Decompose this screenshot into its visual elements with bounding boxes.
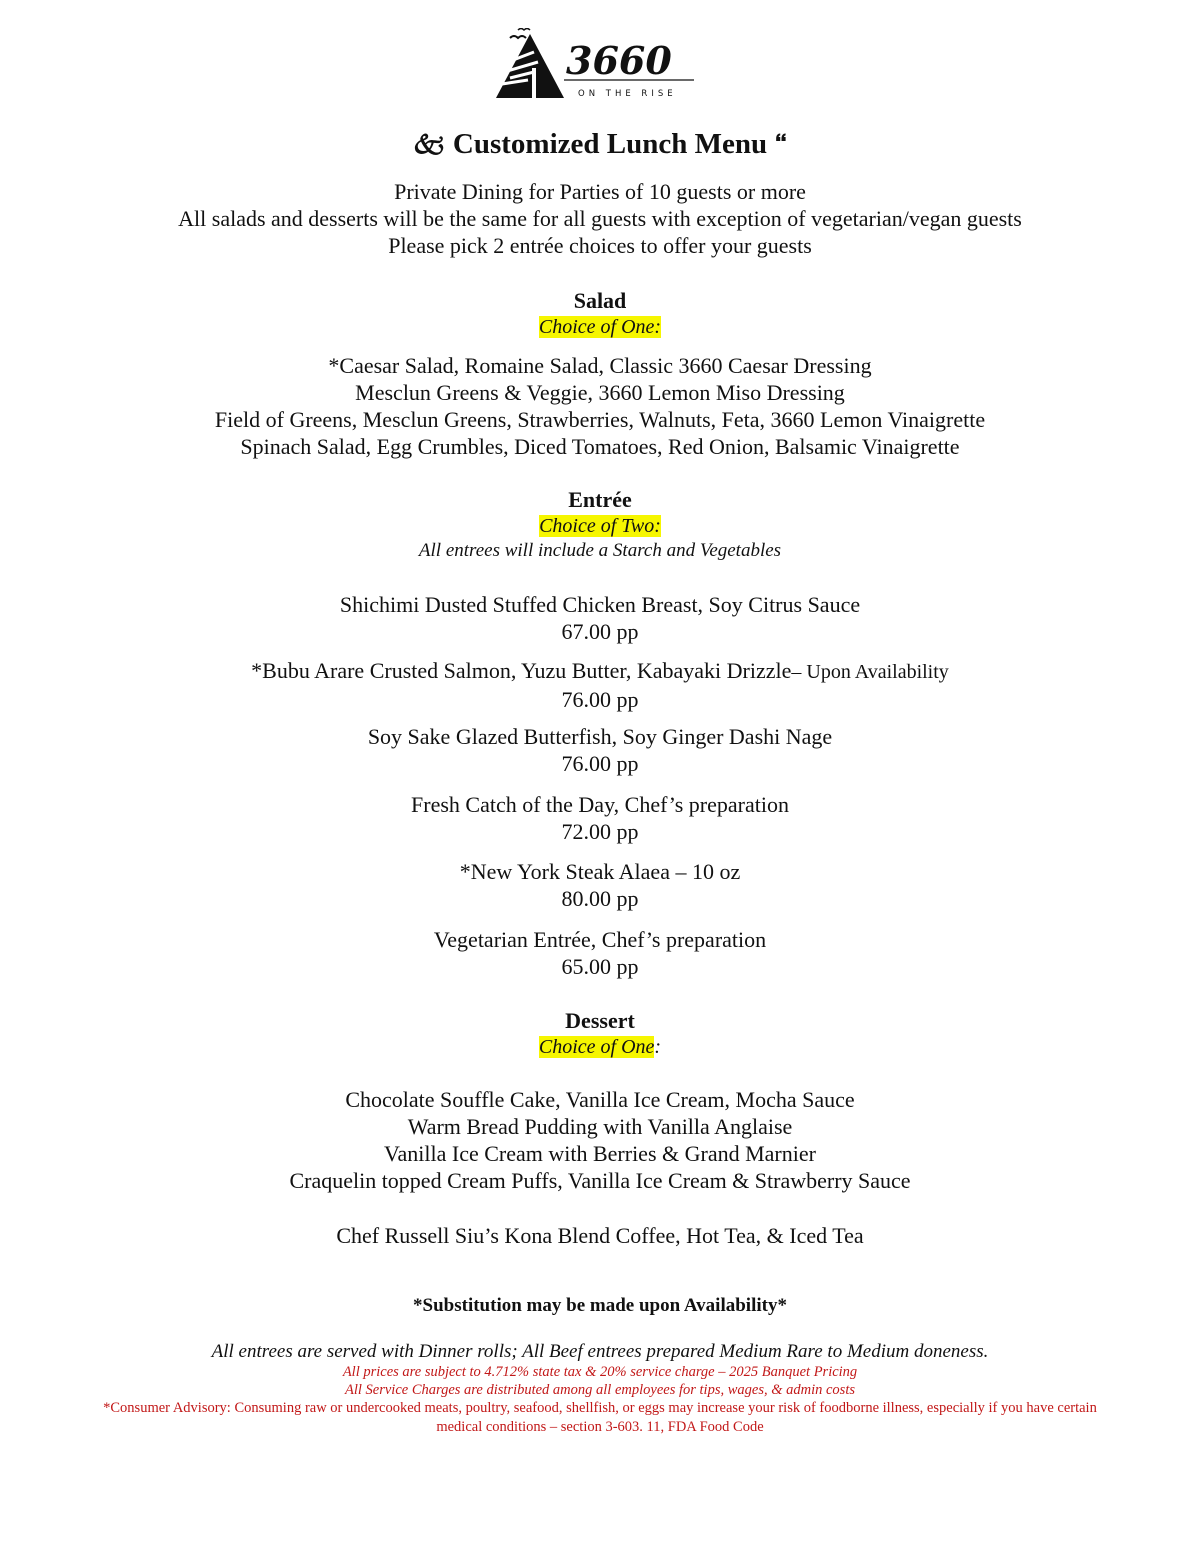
dessert-list (0, 1086, 1200, 1194)
svg-text:3660: 3660 (566, 38, 672, 83)
entree-item (0, 858, 1200, 912)
entree-availability-note: – Upon Availability (791, 661, 949, 683)
salad-item: Mesclun Greens & Veggie, 3660 Lemon Miso Dressing (355, 380, 845, 405)
substitution-note: *Substitution may be made upon Availability* (413, 1295, 787, 1316)
entree-name: Shichimi Dusted Stuffed Chicken Breast, Soy Citrus Sauce (339, 592, 861, 617)
entree-name: Vegetarian Entrée, Chef’s preparation (433, 927, 767, 952)
entree-choice-label: Choice of Two: (539, 515, 661, 537)
entree-item (0, 657, 1200, 713)
title-text: Customized Lunch Menu (452, 128, 768, 160)
intro-block (0, 178, 1200, 259)
footer-charges-note: All Service Charges are distributed among all employees for tips, wages, & admin costs (345, 1382, 855, 1398)
svg-text:ON THE RISE: ON THE RISE (578, 89, 677, 99)
salad-choice-label: Choice of One: (538, 316, 662, 338)
dessert-item: Warm Bread Pudding with Vanilla Anglaise (407, 1114, 793, 1139)
dessert-item: Craquelin topped Cream Puffs, Vanilla Ice Cream & Strawberry Sauce (289, 1168, 911, 1193)
entree-price: 80.00 pp (561, 886, 639, 911)
intro-line: All salads and desserts will be the same for all guests with exception of vegetarian/vegan guests (178, 206, 1022, 231)
dessert-heading: Dessert (565, 1008, 635, 1033)
salad-list (0, 352, 1200, 460)
footer-legal (80, 1363, 1120, 1437)
entree-name: *Bubu Arare Crusted Salmon, Yuzu Butter, Kabayaki Drizzle (251, 658, 792, 683)
entree-heading: Entrée (568, 487, 632, 512)
entree-price: 72.00 pp (561, 819, 639, 844)
entree-price: 76.00 pp (561, 687, 639, 712)
page-title (0, 126, 1200, 163)
dessert-choice-label: Choice of One (538, 1036, 655, 1058)
ornament-right-icon: 🙶 (774, 130, 788, 159)
entree-item (0, 723, 1200, 777)
footer-served-note: All entrees are served with Dinner rolls; All Beef entrees prepared Medium Rare to Medium doneness. (211, 1341, 989, 1362)
consumer-advisory: *Consumer Advisory: Consuming raw or undercooked meats, poultry, seafood, shellfish, or eggs may increase your risk of foodborne illness, especially if you have certain medical conditions – section 3-603. 11, FDA Food Code (103, 1400, 1097, 1435)
restaurant-logo (494, 28, 696, 102)
entree-item (0, 591, 1200, 645)
salad-item: *Caesar Salad, Romaine Salad, Classic 3660 Caesar Dressing (328, 353, 872, 378)
entree-name: Soy Sake Glazed Butterfish, Soy Ginger Dashi Nage (367, 724, 833, 749)
salad-section (0, 288, 1200, 340)
entree-price: 67.00 pp (561, 619, 639, 644)
beverage-block (0, 1222, 1200, 1249)
entree-price: 65.00 pp (561, 954, 639, 979)
salad-item: Spinach Salad, Egg Crumbles, Diced Tomatoes, Red Onion, Balsamic Vinaigrette (240, 434, 960, 459)
logo-mark-icon (494, 28, 696, 102)
dessert-choice-colon: : (654, 1036, 662, 1058)
ornament-left-icon: 🙵 (412, 130, 446, 159)
beverage-line: Chef Russell Siu’s Kona Blend Coffee, Hot Tea, & Iced Tea (336, 1223, 864, 1248)
dessert-section (0, 1008, 1200, 1060)
salad-item: Field of Greens, Mesclun Greens, Strawberries, Walnuts, Feta, 3660 Lemon Vinaigrette (214, 407, 986, 432)
dessert-item: Chocolate Souffle Cake, Vanilla Ice Cream, Mocha Sauce (345, 1087, 855, 1112)
entree-item (0, 791, 1200, 845)
entree-section (0, 487, 1200, 563)
entree-note: All entrees will include a Starch and Vegetables (418, 540, 782, 561)
salad-heading: Salad (573, 288, 627, 313)
entree-name: *New York Steak Alaea – 10 oz (459, 859, 741, 884)
entree-name: Fresh Catch of the Day, Chef’s preparation (411, 792, 789, 817)
footer-pricing-note: All prices are subject to 4.712% state tax & 20% service charge – 2025 Banquet Pricing (342, 1364, 858, 1380)
entree-item (0, 926, 1200, 980)
dessert-item: Vanilla Ice Cream with Berries & Grand Marnier (384, 1141, 816, 1166)
intro-line: Please pick 2 entrée choices to offer your guests (388, 233, 812, 258)
intro-line: Private Dining for Parties of 10 guests or more (394, 179, 806, 204)
entree-price: 76.00 pp (561, 751, 639, 776)
